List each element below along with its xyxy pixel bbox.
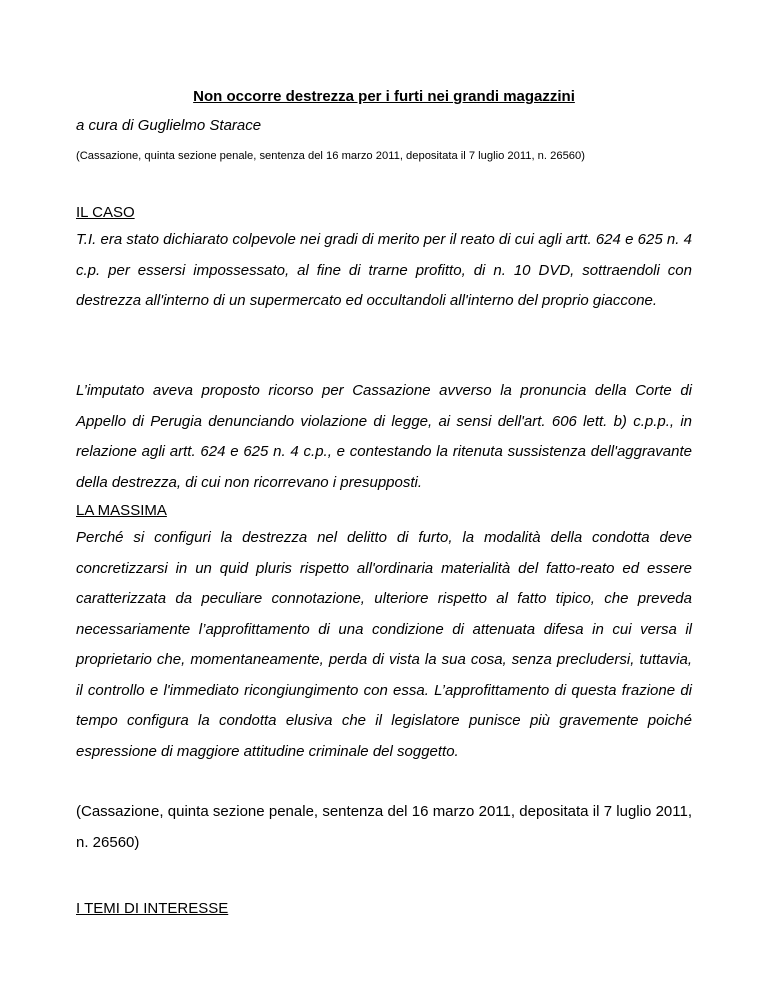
- section-heading-massima: LA MASSIMA: [76, 502, 167, 519]
- massima-citation: (Cassazione, quinta sezione penale, sentenza del 16 marzo 2011, depositata il 7 luglio 2011, n. 26560): [76, 803, 692, 851]
- massima-paragraph: Perché si configuri la destrezza nel delitto di furto, la modalità della condotta deve concretizzarsi in un quid pluris rispetto all'ordinaria materialità del fatto-reato ed essere caratterizzata da peculiare connotazione, ulteriore rispetto al fatto tipico, che preveda necessariamente l’approfittamento di una condizione di attenuata difesa in cui versa il proprietario che, momentaneamente, perda di vista la sua cosa, senza precludersi, tuttavia, il controllo e l'immediato ricongiungimento con essa. L’approfittamento di questa frazione di tempo configura la condotta elusiva che il legislatore punisce più gravemente poiché espressione di maggiore attitudine criminale del soggetto.: [76, 529, 692, 760]
- author-line: a cura di Guglielmo Starace: [76, 117, 262, 134]
- caso-paragraph-2: L’imputato aveva proposto ricorso per Cassazione avverso la pronuncia della Corte di Appello di Perugia denunciando violazione di legge, ai sensi dell'art. 606 lett. b) c.p.p., in relazione agli artt. 624 e 625 n. 4 c.p., e contestando la ritenuta sussistenza dell'aggravante della destrezza, di cui non ricorrevano i presupposti.: [76, 382, 692, 491]
- document-title: Non occorre destrezza per i furti nei grandi magazzini: [193, 88, 575, 105]
- section-heading-caso: IL CASO: [76, 204, 135, 221]
- citation-header: (Cassazione, quinta sezione penale, sentenza del 16 marzo 2011, depositata il 7 luglio 2011, n. 26560): [76, 150, 585, 162]
- section-heading-temi: I TEMI DI INTERESSE: [76, 900, 229, 917]
- caso-paragraph-1: T.I. era stato dichiarato colpevole nei gradi di merito per il reato di cui agli artt. 624 e 625 n. 4 c.p. per essersi impossessato, al fine di trarne profitto, di n. 10 DVD, sottraendoli con destrezza all'interno di un supermercato ed occultandoli all'interno del proprio giaccone.: [76, 231, 692, 309]
